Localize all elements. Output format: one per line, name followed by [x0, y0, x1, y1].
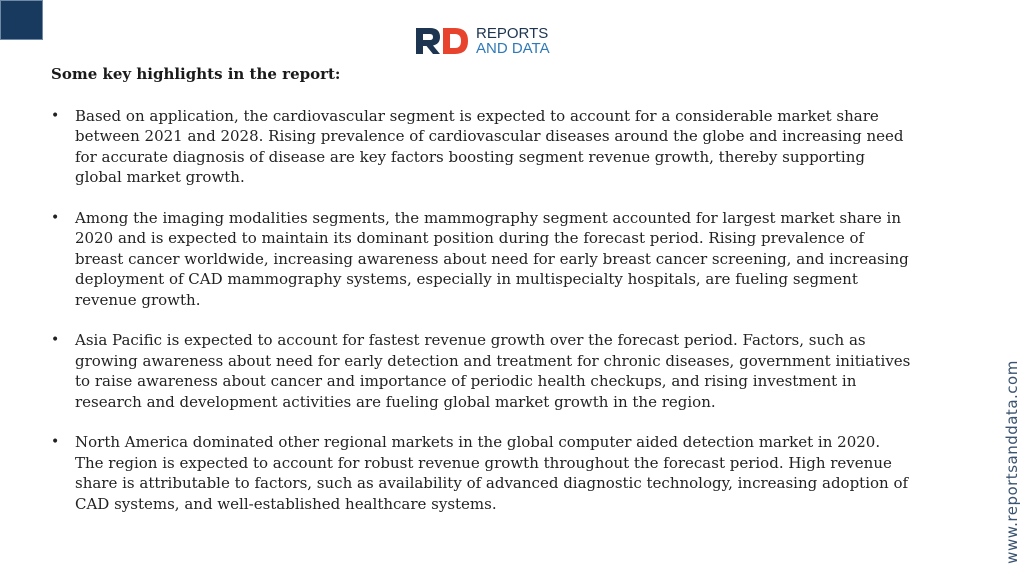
list-item [51, 106, 911, 188]
rd-logo-icon [414, 26, 470, 56]
list-item [51, 330, 911, 412]
list-item [51, 432, 911, 514]
corner-decoration [0, 0, 43, 40]
website-url: www.reportsanddata.com [1003, 360, 1021, 564]
bullet-icon: • [51, 209, 60, 226]
bullet-icon: • [51, 107, 60, 124]
bullet-text: Among the imaging modalities segments, the mammography segment accounted for largest market share in 2020 and is expected to maintain its dominant position during the forecast period. Rising prevalence of breast cancer worldwide, increasing awareness about need for early breast cancer screening, and increasing deployment of CAD mammography systems, especially in multispecialty hospitals, are fueling segment revenue growth. [75, 208, 909, 309]
bullet-icon: • [51, 332, 60, 348]
report-highlights [51, 64, 911, 534]
list-item [51, 208, 911, 311]
bullet-text: North America dominated other regional markets in the global computer aided detection market in 2020. The region is expected to account for robust revenue growth throughout the forecast period. High revenue share is attributable to factors, such as availability of advanced diagnostic technology, increasing adoption of CAD systems, and well-established healthcare systems. [75, 433, 909, 513]
bullet-icon: • [51, 434, 60, 450]
logo-text-and-data: AND DATA [476, 40, 550, 57]
bullet-text: Asia Pacific is expected to account for fastest revenue growth over the forecast period. Factors, such as growing awareness about need for early detection and treatment for chronic diseases, government initiatives to raise awareness about cancer and importance of periodic health checkups, and rising investment in research and development activities are fueling global market growth in the region. [75, 331, 911, 411]
bullet-text: Based on application, the cardiovascular segment is expected to account for a considerable market share between 2021 and 2028. Rising prevalence of cardiovascular diseases around the globe and increasing need for accurate diagnosis of disease are key factors boosting segment revenue growth, thereby supporting global market growth. [75, 106, 904, 186]
logo-text-reports: REPORTS [476, 25, 549, 42]
highlights-heading: Some key highlights in the report: [51, 65, 341, 83]
reports-and-data-logo [414, 25, 550, 57]
logo-wordmark [476, 26, 550, 56]
highlights-list [51, 106, 911, 515]
